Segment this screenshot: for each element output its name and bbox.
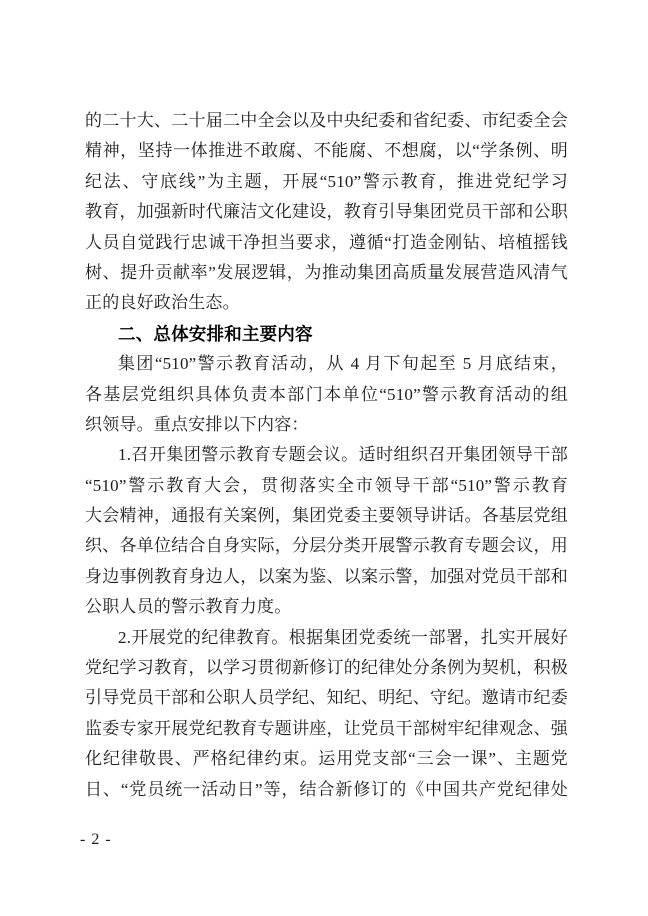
text-line: 纪法、守底线”为主题，开展“510”警示教育，推进党纪学习 bbox=[85, 171, 568, 191]
paragraph-lead: 2.开展党的纪律教育。 bbox=[118, 627, 289, 647]
text-line: 公职人员的警示教育力度。 bbox=[85, 597, 292, 617]
text-line: 教育，加强新时代廉洁文化建设，教育引导集团党员干部和公职 bbox=[85, 202, 568, 222]
text-line: 党纪学习教育，以学习贯彻新修订的纪律处分条例为契机，积极 bbox=[85, 658, 568, 678]
text-line: 监委专家开展党纪教育专题讲座，让党员干部树牢纪律观念、强 bbox=[85, 718, 568, 738]
text-line: 精神，坚持一体推进不敢腐、不能腐、不想腐，以“学条例、明 bbox=[85, 141, 568, 161]
text-line: 大会精神，通报有关案例，集团党委主要领导讲话。各基层党组 bbox=[85, 506, 568, 526]
text-line: 集团“510”警示教育活动，从 4 月下旬起至 5 月底结束， bbox=[118, 354, 568, 374]
text-line: 日、“党员统一活动日”等，结合新修订的《中国共产党纪律处 bbox=[85, 779, 568, 799]
text-line: 化纪律敬畏、严格纪律约束。运用党支部“三会一课”、主题党 bbox=[85, 749, 568, 769]
text-line bbox=[85, 440, 568, 470]
text-line: 人员自觉践行忠诚干净担当要求，遵循“打造金刚钻、培植摇钱 bbox=[85, 232, 568, 252]
section-heading: 二、总体安排和主要内容 bbox=[118, 323, 313, 344]
page-number: - 2 - bbox=[80, 831, 112, 848]
paragraph-lead: 1.召开集团警示教育专题会议。 bbox=[118, 445, 359, 465]
text-block bbox=[85, 106, 568, 805]
paragraph-text: 适时组织召开集团领导干部 bbox=[358, 445, 568, 465]
text-line: 各基层党组织具体负责本部门本单位“510”警示教育活动的组 bbox=[85, 384, 568, 404]
text-line bbox=[85, 623, 568, 653]
paragraph-text: 根据集团党委统一部署，扎实开展好 bbox=[288, 627, 568, 647]
text-line: 织、各单位结合自身实际，分层分类开展警示教育专题会议，用 bbox=[85, 536, 568, 556]
text-line: 织领导。重点安排以下内容： bbox=[85, 414, 309, 434]
text-line: 身边事例教育身边人，以案为鉴、以案示警，加强对党员干部和 bbox=[85, 566, 568, 586]
text-line: 正的良好政治生态。 bbox=[85, 293, 240, 313]
text-line: 引导党员干部和公职人员学纪、知纪、明纪、守纪。邀请市纪委 bbox=[85, 688, 568, 708]
text-line: 树、提升贡献率”发展逻辑，为推动集团高质量发展营造风清气 bbox=[85, 262, 568, 282]
text-line: 的二十大、二十届二中全会以及中央纪委和省纪委、市纪委全会 bbox=[85, 111, 568, 130]
text-line: “510”警示教育大会，贯彻落实全市领导干部“510”警示教育 bbox=[85, 475, 568, 495]
